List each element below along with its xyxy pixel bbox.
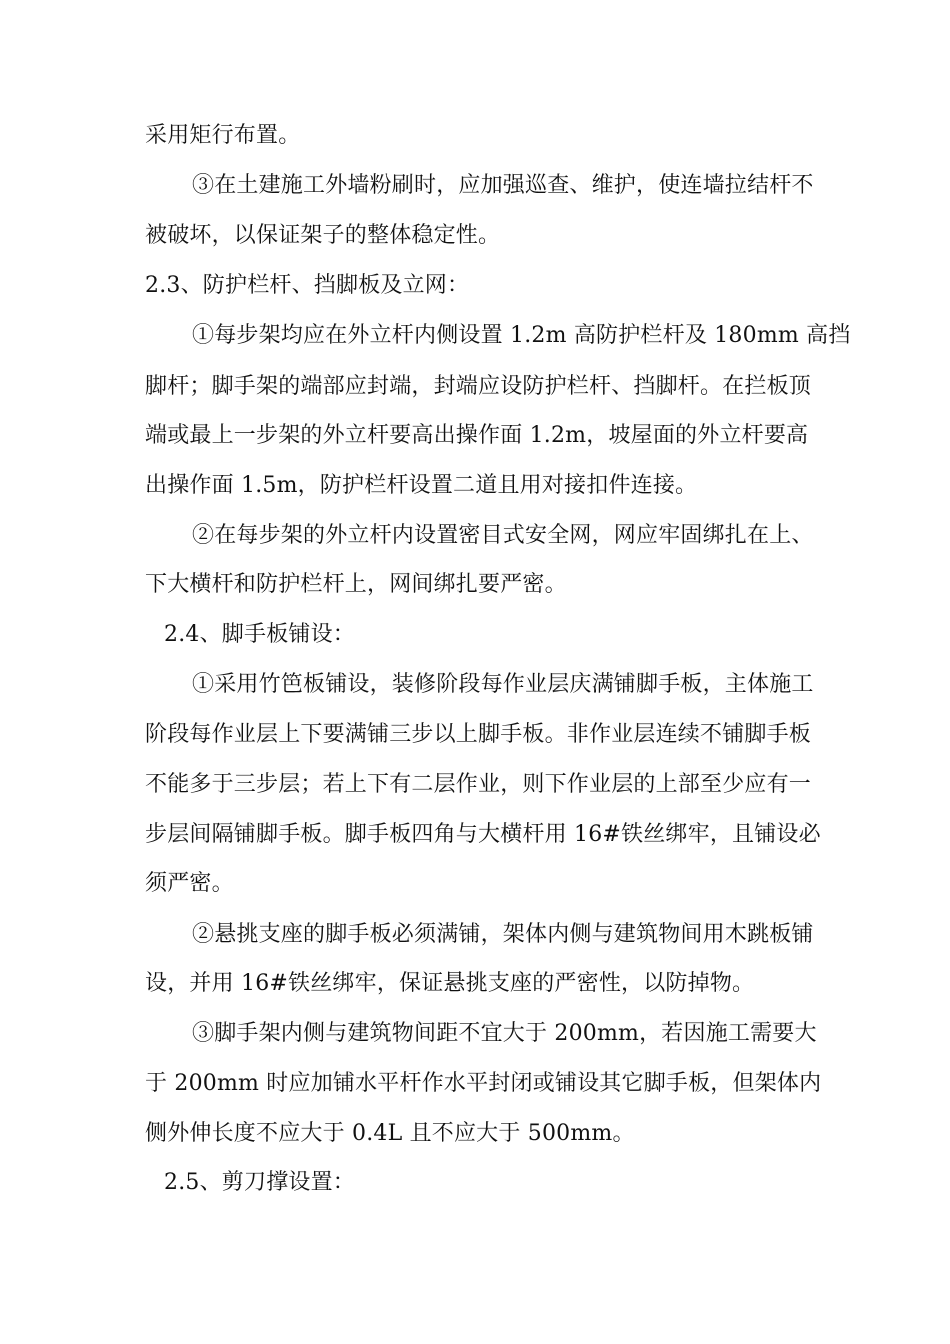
section-heading: 2.5、剪刀撑设置： <box>164 1170 355 1195</box>
section-heading: 2.3、防护栏杆、挡脚板及立网： <box>145 273 470 298</box>
body-text-line: 出操作面 1.5m，防护栏杆设置二道且用对接扣件连接。 <box>145 473 698 498</box>
body-text-line: 侧外伸长度不应大于 0.4L 且不应大于 500mm。 <box>145 1121 635 1146</box>
body-text-line: 设，并用 16#铁丝绑牢，保证悬挑支座的严密性，以防掉物。 <box>145 971 755 996</box>
body-text-line: ③脚手架内侧与建筑物间距不宜大于 200mm，若因施工需要大 <box>192 1021 817 1046</box>
body-text-line: ①每步架均应在外立杆内侧设置 1.2m 高防护栏杆及 180mm 高挡 <box>192 323 851 348</box>
body-text-line: 不能多于三步层；若上下有二层作业，则下作业层的上部至少应有一 <box>145 772 812 797</box>
body-text-line: 端或最上一步架的外立杆要高出操作面 1.2m，坡屋面的外立杆要高 <box>145 423 809 448</box>
body-text-line: 脚杆；脚手架的端部应封端，封端应设防护栏杆、挡脚杆。在拦板顶 <box>145 374 812 399</box>
body-text-line: 被破坏，以保证架子的整体稳定性。 <box>145 223 501 248</box>
body-text-line: ②在每步架的外立杆内设置密目式安全网，网应牢固绑扎在上、 <box>192 523 814 548</box>
body-text-line: 须严密。 <box>145 871 234 896</box>
body-text-line: 步层间隔铺脚手板。脚手板四角与大横杆用 16#铁丝绑牢，且铺设必 <box>145 822 821 847</box>
body-text-line: ②悬挑支座的脚手板必须满铺，架体内侧与建筑物间用木跳板铺 <box>192 922 814 947</box>
body-text-line: 下大横杆和防护栏杆上，网间绑扎要严密。 <box>145 572 567 597</box>
body-text-line: 于 200mm 时应加铺水平杆作水平封闭或铺设其它脚手板，但架体内 <box>145 1071 822 1096</box>
body-text-line: ③在土建施工外墙粉刷时，应加强巡查、维护，使连墙拉结杆不 <box>192 173 814 198</box>
body-text-line: 阶段每作业层上下要满铺三步以上脚手板。非作业层连续不铺脚手板 <box>145 722 812 747</box>
section-heading: 2.4、脚手板铺设： <box>164 622 355 647</box>
body-text-line: 采用矩行布置。 <box>145 123 301 148</box>
body-text-line: ①采用竹笆板铺设，装修阶段每作业层庆满铺脚手板，主体施工 <box>192 672 814 697</box>
